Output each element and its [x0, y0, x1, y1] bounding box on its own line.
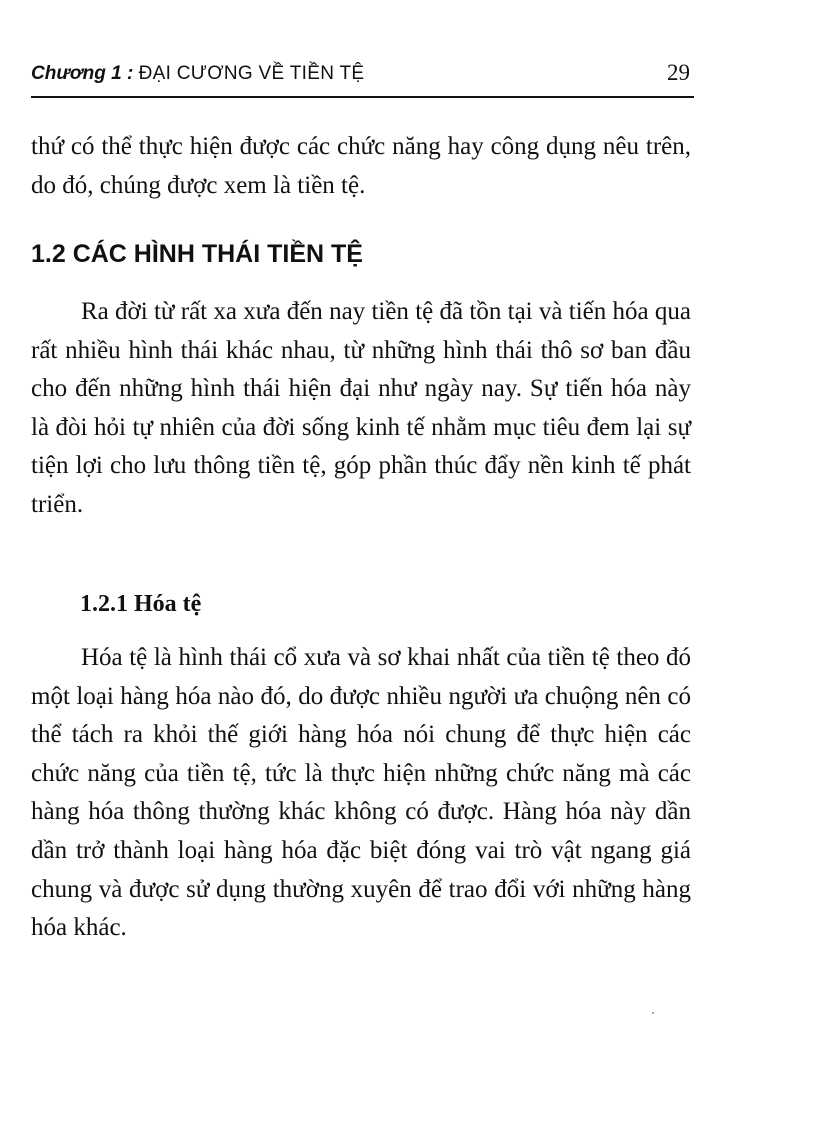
scan-speck — [652, 1012, 654, 1014]
chapter-title: ĐẠI CƯƠNG VỀ TIỀN TỆ — [138, 63, 365, 84]
section-paragraph: Ra đời từ rất xa xưa đến nay tiền tệ đã tồn tại và tiến hóa qua rất nhiều hình thái khác nhau, từ những hình thái thô sơ ban đầu cho đến những hình thái hiện đại như ngày nay. Sự tiến hóa này là đòi hỏi tự nhiên của đời sống kinh tế nhằm mục tiêu đem lại sự tiện lợi cho lưu thông tiền tệ, góp phần thúc đẩy nền kinh tế phát triển. — [31, 298, 691, 518]
running-header — [31, 60, 694, 98]
chapter-label: Chương 1 : — [31, 63, 134, 84]
subsection-heading: 1.2.1 Hóa tệ — [80, 591, 202, 617]
chapter-reference — [31, 63, 364, 85]
section-heading: 1.2 CÁC HÌNH THÁI TIỀN TỆ — [31, 240, 363, 268]
subsection-paragraph: Hóa tệ là hình thái cổ xưa và sơ khai nhất của tiền tệ theo đó một loại hàng hóa nào đó, do được nhiều người ưa chuộng nên có thể tách ra khỏi thế giới hàng hóa nói chung để thực hiện các chức năng của tiền tệ, tức là thực hiện những chức năng mà các hàng hóa thông thường khác không có được. Hàng hóa này dần dần trở thành loại hàng hóa đặc biệt đóng vai trò vật ngang giá chung và được sử dụng thường xuyên để trao đổi với những hàng hóa khác. — [31, 644, 691, 942]
continuation-paragraph: thứ có thể thực hiện được các chức năng hay công dụng nêu trên, do đó, chúng được xem là tiền tệ. — [31, 133, 691, 199]
page-number: 29 — [667, 60, 690, 85]
